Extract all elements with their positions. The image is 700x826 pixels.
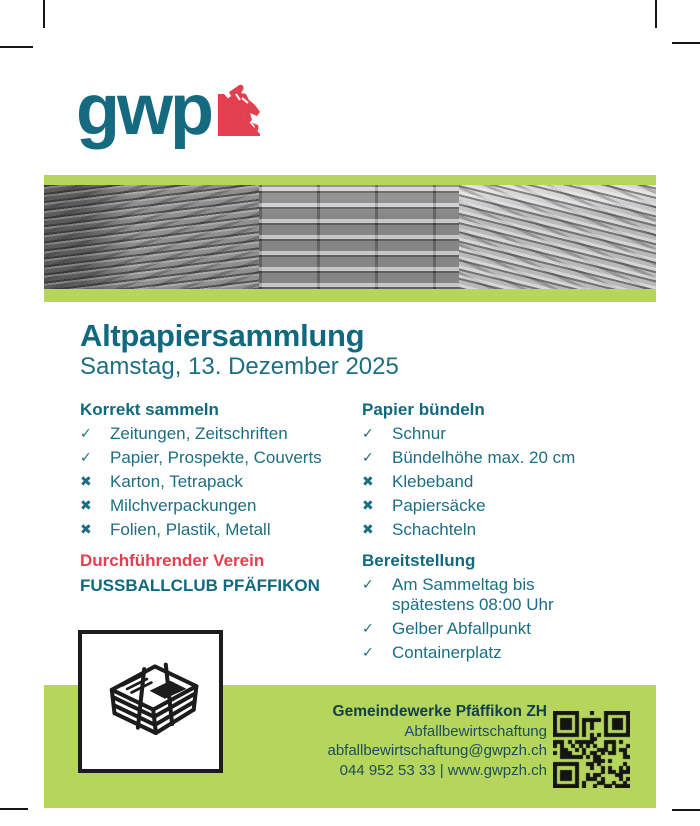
org-department: Abfallbewirtschaftung <box>404 722 547 740</box>
item-label: Bündelhöhe max. 20 cm <box>392 448 576 467</box>
crop-mark <box>672 42 700 44</box>
qr-code <box>553 711 630 788</box>
photo-folded-newspapers <box>459 185 656 289</box>
section-verein <box>80 551 370 596</box>
newspaper-stack-icon <box>82 634 219 769</box>
list-item <box>80 472 360 492</box>
check-icon: ✓ <box>80 426 92 442</box>
cross-icon: ✖ <box>362 474 374 490</box>
item-label: Papiersäcke <box>392 496 486 515</box>
item-label: Klebeband <box>392 472 474 491</box>
item-label: Karton, Tetrapack <box>110 472 243 491</box>
crop-mark <box>0 46 33 48</box>
papier-buendeln-list <box>362 424 642 540</box>
crop-mark <box>672 809 700 811</box>
item-label: Milchverpackungen <box>110 496 257 515</box>
crop-mark <box>655 0 657 28</box>
list-item <box>80 520 360 540</box>
item-label: Zeitungen, Zeitschriften <box>110 424 288 443</box>
gwp-logo-wordmark: gwp <box>76 70 211 150</box>
crop-mark <box>0 808 28 810</box>
page-title: Altpapiersammlung <box>80 318 365 353</box>
list-item <box>362 520 642 540</box>
verein-title: Durchführender Verein <box>80 551 265 570</box>
section-title: Bereitstellung <box>362 551 476 570</box>
cross-icon: ✖ <box>362 498 374 514</box>
cross-icon: ✖ <box>362 522 374 538</box>
section-papier-buendeln <box>362 400 642 544</box>
crop-mark <box>43 0 45 28</box>
section-korrekt-sammeln <box>80 400 360 544</box>
list-item <box>362 448 642 468</box>
check-icon: ✓ <box>80 450 92 466</box>
section-bereitstellung <box>362 551 642 667</box>
cross-icon: ✖ <box>80 474 92 490</box>
list-item <box>80 448 360 468</box>
footer-contact-block <box>327 702 547 780</box>
collection-date: Samstag, 13. Dezember 2025 <box>80 353 399 380</box>
check-icon: ✓ <box>362 577 374 593</box>
list-item <box>362 619 642 639</box>
list-item <box>362 496 642 516</box>
green-accent-strip <box>44 175 656 185</box>
check-icon: ✓ <box>362 621 374 637</box>
list-item <box>80 424 360 444</box>
newspaper-bundles-photo <box>44 185 656 289</box>
pfaeffikon-lion-crest-icon <box>216 84 264 136</box>
section-title: Papier bündeln <box>362 400 485 419</box>
org-email: abfallbewirtschaftung@gwpzh.ch <box>327 742 547 759</box>
check-icon: ✓ <box>362 450 374 466</box>
item-label: Am Sammeltag bis spätestens 08:00 Uhr <box>392 575 554 614</box>
org-name: Gemeindewerke Pfäffikon ZH <box>332 703 547 720</box>
item-label: Schachteln <box>392 520 477 539</box>
photo-stacked-newspapers <box>44 185 259 289</box>
list-item <box>362 643 642 663</box>
verein-name: FUSSBALLCLUB PFÄFFIKON <box>80 576 320 595</box>
section-title: Korrekt sammeln <box>80 400 219 419</box>
check-icon: ✓ <box>362 426 374 442</box>
bereitstellung-list <box>362 575 642 663</box>
list-item <box>362 575 642 615</box>
item-label: Gelber Abfallpunkt <box>392 619 531 638</box>
korrekt-sammeln-list <box>80 424 360 540</box>
item-label: Schnur <box>392 424 446 443</box>
photo-paper-bundles <box>259 185 459 289</box>
item-label: Containerplatz <box>392 643 502 662</box>
item-label: Papier, Prospekte, Couverts <box>110 448 322 467</box>
newspaper-bundle-pictogram <box>78 630 223 773</box>
org-phone-website: 044 952 53 33 | www.gwpzh.ch <box>339 761 547 779</box>
list-item <box>362 472 642 492</box>
check-icon: ✓ <box>362 645 374 661</box>
cross-icon: ✖ <box>80 522 92 538</box>
item-label: Folien, Plastik, Metall <box>110 520 271 539</box>
list-item <box>362 424 642 444</box>
cross-icon: ✖ <box>80 498 92 514</box>
green-divider-bar <box>44 289 656 302</box>
list-item <box>80 496 360 516</box>
